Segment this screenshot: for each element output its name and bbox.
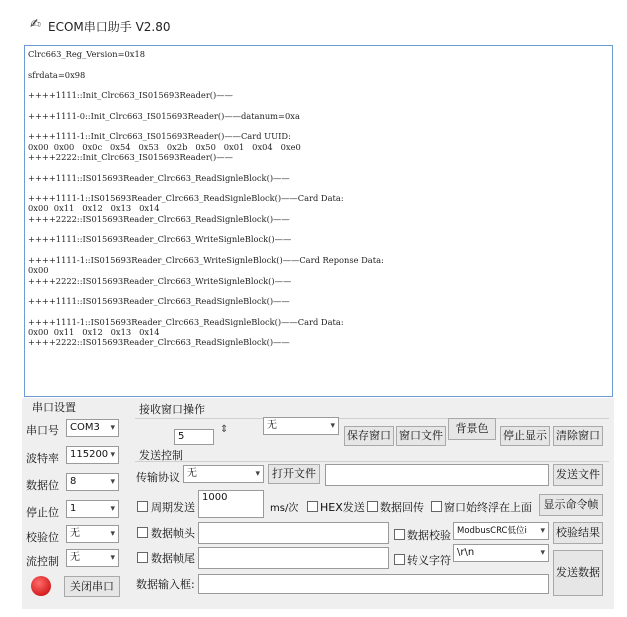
escape-checkbox[interactable]: [394, 554, 405, 565]
output-line: sfrdata=0x98: [28, 69, 86, 80]
open-file-button[interactable]: 打开文件: [268, 464, 320, 484]
clear-window-button[interactable]: 清除窗口: [553, 426, 603, 446]
hex-send-label: HEX发送: [320, 501, 365, 514]
data-check-checkbox[interactable]: [394, 529, 405, 540]
output-line: [28, 162, 609, 172]
frame-head-label: 数据帧头: [151, 527, 195, 540]
chevron-down-icon: ▾: [255, 469, 260, 479]
chevron-down-icon: ▾: [540, 526, 545, 536]
output-line: ++++1111::Init_Clrc663_IS015693Reader()——: [28, 90, 233, 101]
save-window-button[interactable]: 保存窗口: [344, 426, 394, 446]
output-line: Clrc663_Reg_Version=0x18: [28, 49, 146, 59]
output-line: ++++1111-1::Init_Clrc663_IS015693Reader()——Card UUID:: [28, 131, 291, 142]
output-line: [28, 59, 609, 69]
data-input-field[interactable]: [198, 574, 549, 594]
stopbits-value: 1: [70, 503, 77, 514]
flow-select[interactable]: [66, 549, 119, 567]
protocol-label: 传输协议: [136, 471, 180, 484]
output-line: 0x00 0x11 0x12 0x13 0x14: [28, 327, 160, 338]
protocol-select[interactable]: [183, 465, 264, 483]
port-value: COM3: [70, 422, 100, 433]
receive-mode-select[interactable]: [263, 417, 339, 435]
output-line: ++++1111::IS015693Reader_Clrc663_ReadSignleBlock()——: [28, 172, 290, 183]
stopbits-select[interactable]: [66, 500, 119, 518]
output-line: [28, 245, 609, 255]
file-path-input[interactable]: [325, 464, 549, 486]
output-line: [28, 286, 609, 296]
output-line: ++++2222::Init_Clrc663_IS015693Reader()——: [28, 151, 233, 162]
send-data-button[interactable]: 发送数据: [553, 550, 603, 596]
send-file-button[interactable]: 发送文件: [553, 464, 603, 486]
output-line: ++++1111::IS015693Reader_Clrc663_WriteSignleBlock()——: [28, 234, 292, 245]
control-panel: [22, 398, 614, 609]
frame-tail-input[interactable]: [198, 547, 389, 569]
frame-head-input[interactable]: [198, 522, 389, 544]
receive-mode-value: 无: [267, 420, 277, 431]
baud-label: 波特率: [26, 452, 59, 465]
baud-value: 115200: [70, 449, 109, 460]
send-group-border: [135, 461, 609, 462]
parity-value: 无: [70, 528, 80, 539]
flow-value: 无: [70, 552, 80, 563]
close-port-button[interactable]: 关闭串口: [64, 576, 120, 597]
port-status-indicator-icon: [31, 576, 51, 596]
databits-label: 数据位: [26, 479, 59, 492]
check-type-select[interactable]: [453, 522, 549, 540]
echo-checkbox[interactable]: [367, 501, 378, 512]
frame-head-checkbox[interactable]: [137, 527, 148, 538]
parity-select[interactable]: [66, 525, 119, 543]
output-line: [28, 224, 609, 234]
output-line: ++++1111-1::IS015693Reader_Clrc663_ReadSignleBlock()——Card Data:: [28, 193, 344, 204]
chevron-down-icon: ▾: [110, 553, 115, 563]
receive-output-area[interactable]: [24, 45, 613, 397]
chevron-down-icon: ▾: [110, 529, 115, 539]
window-file-button[interactable]: 窗口文件: [396, 426, 446, 446]
output-line: ++++2222::IS015693Reader_Clrc663_WriteSignleBlock()——: [28, 275, 292, 286]
font-size-spinner[interactable]: 5: [174, 429, 214, 445]
chevron-down-icon: ▾: [110, 423, 115, 433]
output-line: 0x00: [28, 265, 49, 276]
background-color-button[interactable]: 背景色: [448, 418, 496, 440]
output-line: ++++2222::IS015693Reader_Clrc663_ReadSignleBlock()——: [28, 213, 290, 224]
escape-label: 转义字符: [407, 554, 451, 567]
title-bar: [0, 0, 627, 44]
stop-display-button[interactable]: 停止显示: [500, 426, 550, 446]
port-select[interactable]: [66, 419, 119, 437]
output-line: ++++1111-1::IS015693Reader_Clrc663_ReadSignleBlock()——Card Data:: [28, 316, 344, 327]
check-type-value: ModbusCRC低位i: [457, 526, 527, 536]
period-unit-label: ms/次: [270, 503, 299, 514]
output-line: [28, 100, 609, 110]
receive-group-label: 接收窗口操作: [139, 403, 205, 416]
data-check-label: 数据校验: [407, 529, 451, 542]
ontop-label: 窗口始终浮在上面: [444, 501, 532, 514]
output-line: ++++1111-0::Init_Clrc663_IS015693Reader()——datanum=0xa: [28, 110, 300, 121]
show-command-frame-button[interactable]: 显示命令帧: [539, 494, 603, 516]
output-line: [28, 183, 609, 193]
port-label: 串口号: [26, 424, 59, 437]
serial-settings-group-label: 串口设置: [32, 401, 76, 414]
window-title: ECOM串口助手 V2.80: [48, 20, 171, 34]
parity-label: 校验位: [26, 531, 59, 544]
periodic-send-checkbox[interactable]: [137, 501, 148, 512]
output-line: 0x00 0x11 0x12 0x13 0x14: [28, 203, 160, 214]
output-line: 0x00 0x00 0x0c 0x54 0x53 0x2b 0x50 0x01 0x04 0xe0: [28, 141, 301, 152]
frame-tail-checkbox[interactable]: [137, 552, 148, 563]
output-line: ++++1111::IS015693Reader_Clrc663_ReadSignleBlock()——: [28, 296, 290, 307]
protocol-value: 无: [187, 468, 197, 479]
chevron-down-icon: ▾: [540, 548, 545, 558]
databits-value: 8: [70, 476, 77, 487]
chevron-down-icon: ▾: [110, 504, 115, 514]
output-line: [28, 121, 609, 131]
receive-group-border: [135, 418, 609, 419]
escape-select[interactable]: [453, 544, 549, 562]
stopbits-label: 停止位: [26, 506, 59, 519]
send-group-label: 发送控制: [139, 449, 183, 462]
data-input-label: 数据输入框:: [136, 578, 195, 591]
baud-select[interactable]: [66, 446, 119, 464]
ontop-checkbox[interactable]: [431, 501, 442, 512]
databits-select[interactable]: [66, 473, 119, 491]
check-result-button[interactable]: 校验结果: [553, 522, 603, 544]
chevron-down-icon: ▾: [330, 421, 335, 431]
output-line: ++++2222::IS015693Reader_Clrc663_ReadSignleBlock()——: [28, 337, 290, 348]
hex-send-checkbox[interactable]: [307, 501, 318, 512]
output-line: [28, 306, 609, 316]
period-input[interactable]: 1000: [198, 490, 264, 518]
chevron-down-icon: ▾: [110, 450, 115, 460]
app-icon: ✍: [30, 17, 41, 32]
flow-label: 流控制: [26, 555, 59, 568]
periodic-send-label: 周期发送: [151, 501, 195, 514]
chevron-down-icon: ▾: [110, 477, 115, 487]
output-line: ++++1111-1::IS015693Reader_Clrc663_WriteSignleBlock()——Card Reponse Data:: [28, 254, 384, 265]
echo-label: 数据回传: [380, 501, 424, 514]
escape-value: \r\n: [457, 547, 475, 558]
output-line: [28, 80, 609, 90]
frame-tail-label: 数据帧尾: [151, 552, 195, 565]
spin-arrows-icon[interactable]: ⇕: [220, 424, 229, 435]
